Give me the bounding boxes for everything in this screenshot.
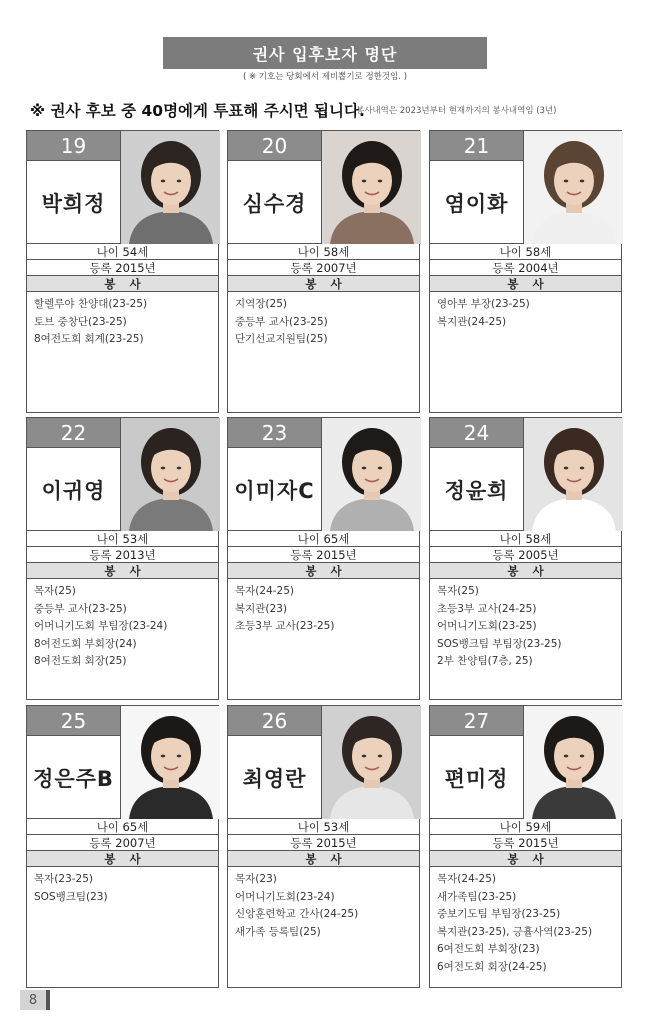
service-item: SOS뱅크팀(23) — [34, 890, 108, 903]
service-item: 영아부 부장(23-25) — [437, 298, 530, 310]
candidate-number: 20 — [228, 131, 322, 161]
candidate-header — [27, 706, 218, 819]
voting-instruction: ※ 권사 후보 중 40명에게 투표해 주시면 됩니다. — [30, 102, 365, 120]
candidate-registration: 등록 2015년 — [27, 260, 218, 276]
service-item: 중등부 교사(23-25) — [34, 602, 127, 615]
service-item: 초등3부 교사(23-25) — [235, 620, 335, 632]
candidate-header — [228, 418, 419, 531]
page-number-bar — [46, 990, 50, 1010]
service-header: 봉사 — [228, 851, 419, 867]
service-item: 단기선교지원팀(25) — [235, 333, 328, 345]
candidate-registration: 등록 2015년 — [430, 835, 621, 851]
service-item: 중보기도팀 부팀장(23-25) — [437, 908, 561, 920]
candidate-age: 나이 58세 — [430, 244, 621, 260]
candidate-card — [26, 417, 219, 700]
candidate-name: 최영란 — [228, 736, 322, 819]
candidate-header — [27, 131, 218, 244]
candidate-registration: 등록 2015년 — [228, 547, 419, 563]
page-number: 8 — [20, 990, 46, 1010]
candidate-photo — [322, 418, 421, 531]
candidate-registration: 등록 2007년 — [27, 835, 218, 851]
service-header: 봉사 — [430, 851, 621, 867]
candidate-age: 나이 65세 — [228, 531, 419, 547]
service-item: 목자(23-25) — [34, 873, 93, 885]
candidate-number: 24 — [430, 418, 524, 448]
candidate-age: 나이 53세 — [228, 819, 419, 835]
candidate-name: 박희정 — [27, 161, 121, 244]
candidate-photo — [524, 418, 623, 531]
service-item: 2부 찬양팀(7층, 25) — [437, 655, 533, 667]
service-list — [228, 292, 419, 353]
candidate-card — [26, 130, 219, 413]
candidate-name: 이미자C — [228, 448, 322, 531]
service-item: 지역장(25) — [235, 298, 287, 310]
candidate-header — [430, 706, 621, 819]
service-list — [228, 867, 419, 945]
ballot-order-note: ( ※ 기호는 당회에서 제비뽑기로 정한것임. ) — [242, 72, 408, 82]
service-item: 목자(24-25) — [235, 585, 294, 597]
candidate-photo — [524, 131, 623, 244]
page-title: 권사 입후보자 명단 — [163, 37, 487, 69]
candidate-name: 정은주B — [27, 736, 121, 819]
candidate-name: 염이화 — [430, 161, 524, 244]
candidate-photo — [322, 706, 421, 819]
candidate-name: 이귀영 — [27, 448, 121, 531]
service-header: 봉사 — [228, 276, 419, 292]
service-item: 목자(25) — [34, 585, 76, 597]
service-item: 복지관(24-25) — [437, 315, 507, 328]
service-item: 목자(23) — [235, 873, 277, 885]
service-header: 봉사 — [27, 851, 218, 867]
service-item: 할렐루야 찬양대(23-25) — [34, 298, 148, 310]
service-item: 어머니기도회 부팀장(23-24) — [34, 620, 168, 632]
candidate-age: 나이 59세 — [430, 819, 621, 835]
service-item: SOS뱅크팀 부팀장(23-25) — [437, 637, 562, 650]
candidate-card — [26, 705, 219, 988]
service-list — [430, 579, 621, 675]
service-list — [430, 292, 621, 335]
service-item: 6여전도회 부회장(23) — [437, 943, 540, 955]
service-item: 8여전도회 회장(25) — [34, 655, 127, 667]
candidate-header — [228, 131, 419, 244]
service-item: 복지관(23-25), 긍휼사역(23-25) — [437, 925, 593, 938]
candidate-number: 26 — [228, 706, 322, 736]
service-list — [228, 579, 419, 640]
candidate-name: 심수경 — [228, 161, 322, 244]
service-item: 새가족팀(23-25) — [437, 890, 517, 903]
candidate-age: 나이 54세 — [27, 244, 218, 260]
service-item: 어머니기도회(23-24) — [235, 890, 335, 903]
candidate-photo — [524, 706, 623, 819]
service-item: 어머니기도회(23-25) — [437, 620, 537, 632]
service-item: 8여전도회 회계(23-25) — [34, 333, 144, 345]
candidate-card — [227, 705, 420, 988]
service-item: 초등3부 교사(24-25) — [437, 602, 537, 615]
service-header: 봉사 — [27, 563, 218, 579]
candidate-registration: 등록 2007년 — [228, 260, 419, 276]
service-list — [430, 867, 621, 980]
candidate-header — [430, 418, 621, 531]
service-period-note: 봉사내역은 2023년부터 현재까지의 봉사내역임 (3년) — [356, 106, 557, 116]
service-item: 신앙훈련학교 간사(24-25) — [235, 908, 359, 920]
candidate-age: 나이 58세 — [430, 531, 621, 547]
candidate-age: 나이 58세 — [228, 244, 419, 260]
candidate-registration: 등록 2015년 — [228, 835, 419, 851]
service-list — [27, 292, 218, 353]
candidate-card — [429, 130, 622, 413]
candidate-card — [429, 705, 622, 988]
service-item: 새가족 등록팀(25) — [235, 925, 321, 938]
candidate-photo — [121, 418, 220, 531]
candidate-name: 정윤희 — [430, 448, 524, 531]
candidate-registration: 등록 2013년 — [27, 547, 218, 563]
candidate-number: 21 — [430, 131, 524, 161]
candidate-header — [228, 706, 419, 819]
service-header: 봉사 — [430, 563, 621, 579]
candidate-number: 22 — [27, 418, 121, 448]
candidate-number: 23 — [228, 418, 322, 448]
service-item: 목자(25) — [437, 585, 479, 597]
candidate-number: 25 — [27, 706, 121, 736]
candidate-registration: 등록 2004년 — [430, 260, 621, 276]
service-header: 봉사 — [228, 563, 419, 579]
candidate-photo — [121, 131, 220, 244]
candidate-photo — [121, 706, 220, 819]
candidate-registration: 등록 2005년 — [430, 547, 621, 563]
service-list — [27, 867, 218, 910]
service-item: 중등부 교사(23-25) — [235, 315, 328, 328]
candidate-age: 나이 53세 — [27, 531, 218, 547]
candidate-header — [430, 131, 621, 244]
service-item: 토브 중창단(23-25) — [34, 315, 127, 328]
service-header: 봉사 — [27, 276, 218, 292]
candidate-age: 나이 65세 — [27, 819, 218, 835]
candidate-card — [227, 417, 420, 700]
candidate-header — [27, 418, 218, 531]
candidate-card — [227, 130, 420, 413]
service-header: 봉사 — [430, 276, 621, 292]
service-item: 복지관(23) — [235, 602, 287, 615]
candidate-card — [429, 417, 622, 700]
service-item: 8여전도회 부회장(24) — [34, 637, 137, 650]
candidate-photo — [322, 131, 421, 244]
candidate-number: 27 — [430, 706, 524, 736]
candidate-name: 편미정 — [430, 736, 524, 819]
service-item: 6여전도회 회장(24-25) — [437, 960, 547, 973]
candidate-number: 19 — [27, 131, 121, 161]
service-list — [27, 579, 218, 675]
service-item: 목자(24-25) — [437, 873, 496, 885]
